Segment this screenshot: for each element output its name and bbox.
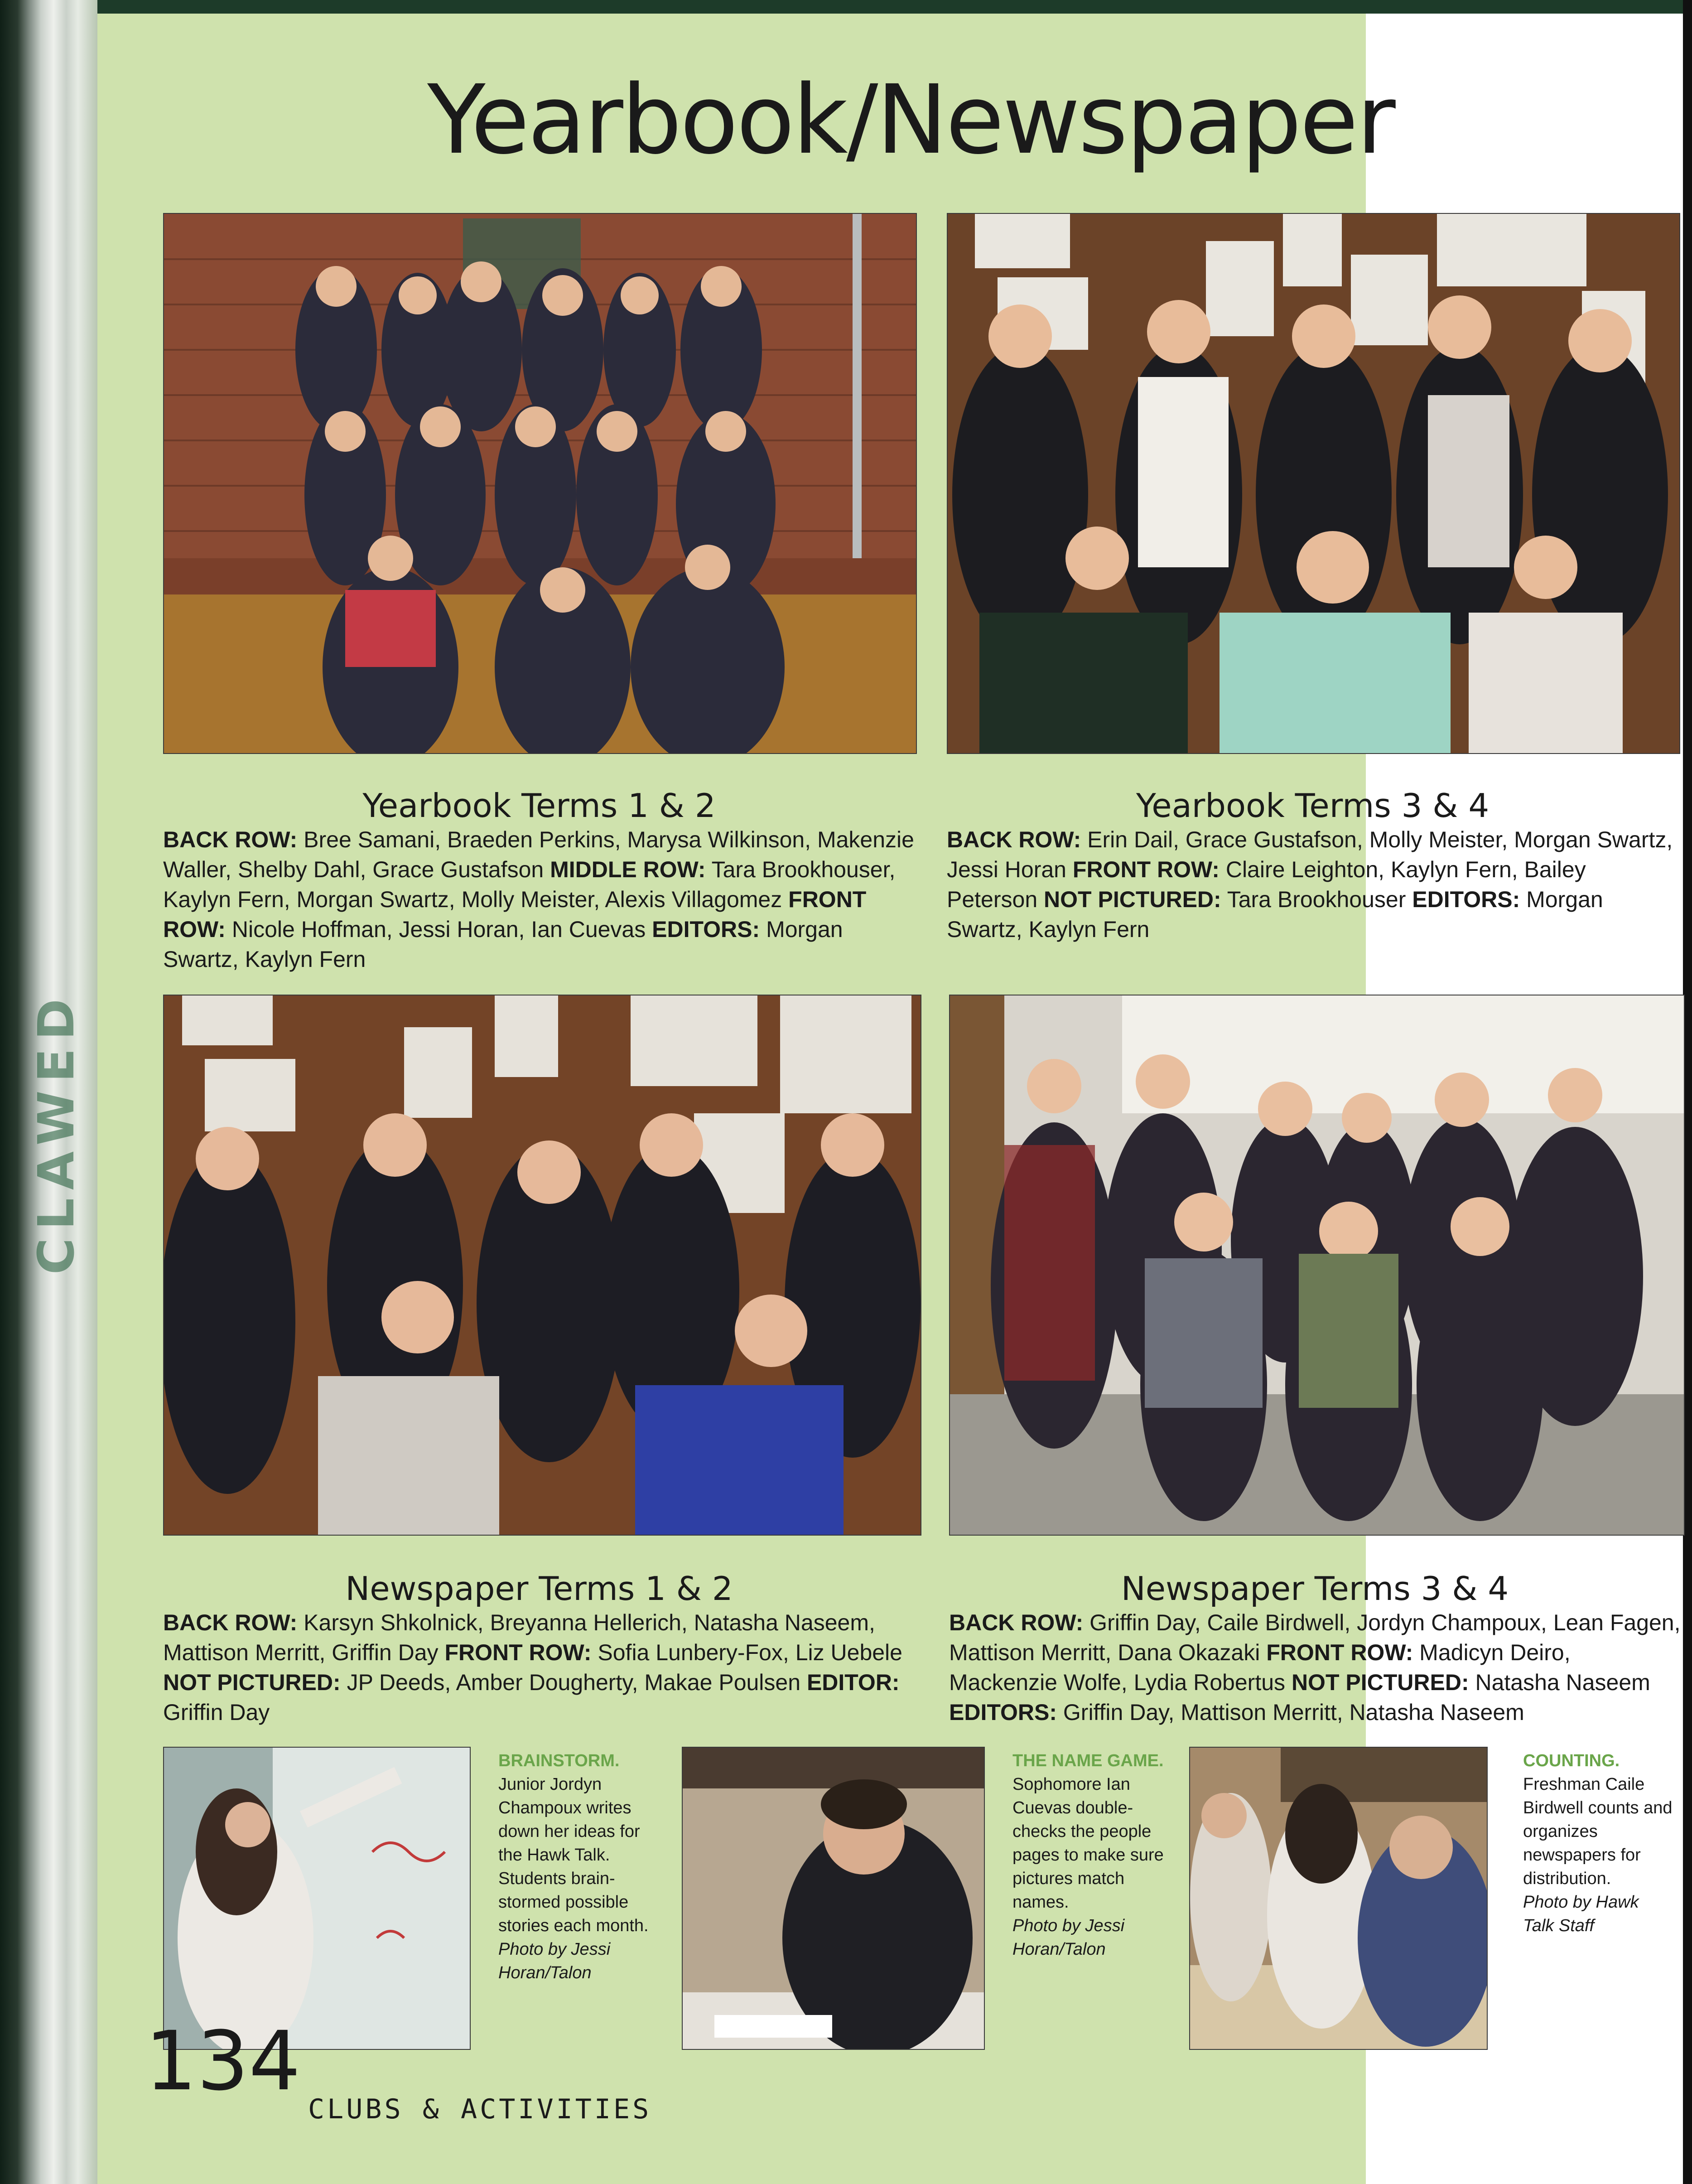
row-names: JP Deeds, Amber Dougherty, Makae Poulsen [347,1670,801,1695]
row-label: NOT PICTURED: [163,1670,341,1695]
editors-names: Griffin Day [163,1700,270,1725]
row-label: BACK ROW: [947,827,1081,852]
photo-newspaper-terms-3-4 [949,995,1685,1536]
caption-title-newspaper-3-4: Newspaper Terms 3 & 4 [1121,1570,1509,1608]
caption-text-newspaper-1-2 [163,1608,915,1727]
caption-lead: THE NAME GAME. [1012,1751,1164,1770]
editors-names: Griffin Day, Mattison Merritt, Natasha Naseem [1063,1700,1524,1725]
candid-caption-counting [1523,1749,1673,1938]
editors-names: Morgan Swartz, Kaylyn Fern [947,887,1603,942]
caption-title-yearbook-1-2: Yearbook Terms 1 & 2 [362,787,716,825]
caption-title-newspaper-1-2: Newspaper Terms 1 & 2 [345,1570,733,1608]
row-label: NOT PICTURED: [1291,1670,1469,1695]
row-label: FRONT ROW: [1072,857,1220,882]
group-photo-image [950,995,1684,1535]
candid-photo-image [164,1748,470,2049]
caption-lead: COUNTING. [1523,1751,1620,1770]
photo-yearbook-terms-3-4 [947,213,1680,754]
caption-body: Freshman Caile Birdwell counts and organizes newspapers for distribution. [1523,1775,1673,1888]
editors-names: Morgan Swartz, Kaylyn Fern [163,917,843,972]
candid-caption-brainstorm [498,1749,652,1985]
page-number: 134 [145,2014,301,2109]
row-label: NOT PICTURED: [1044,887,1221,912]
row-names: Sofia Lunbery-Fox, Liz Uebele [598,1640,902,1665]
photo-credit: Photo by Jessi Horan/Talon [498,1940,611,1982]
row-names: Nicole Hoffman, Jessi Horan, Ian Cuevas [231,917,646,942]
candid-photo-image [1190,1748,1487,2049]
group-photo-image [164,214,916,753]
book-binding [0,0,97,2184]
row-label: BACK ROW: [163,827,298,852]
editors-label: EDITORS: [652,917,760,942]
editors-label: EDITOR: [806,1670,900,1695]
photo-credit: Photo by Hawk Talk Staff [1523,1893,1639,1935]
row-names: Erin Dail, Grace Gustafson, Molly Meister, Morgan Swartz, Jessi Horan [947,827,1673,882]
candid-photo-image [683,1748,984,2049]
row-names: Madicyn Deiro, Mackenzie Wolfe, Lydia Robertus [949,1640,1571,1695]
candid-photo-counting [1189,1747,1488,2050]
caption-text-yearbook-1-2 [163,825,915,974]
photo-yearbook-terms-1-2 [163,213,917,754]
caption-body: Junior Jordyn Champoux writes down her ideas for the Hawk Talk. Students brain-stormed possible stories each month. [498,1775,649,1935]
caption-body: Sophomore Ian Cuevas double-checks the people pages to make sure pictures match names. [1012,1775,1164,1912]
candid-photo-name-game [682,1747,985,2050]
row-names: Bree Samani, Braeden Perkins, Marysa Wilkinson, Makenzie Waller, Shelby Dahl, Grace Gustafson [163,827,914,882]
photo-newspaper-terms-1-2 [163,995,921,1536]
group-photo-image [164,995,921,1535]
section-name: CLUBS & ACTIVITIES [308,2093,652,2125]
caption-title-yearbook-3-4: Yearbook Terms 3 & 4 [1136,787,1490,825]
editors-label: EDITORS: [1412,887,1520,912]
candid-caption-name-game [1012,1749,1167,1961]
page-top-edge [97,0,1683,14]
caption-text-yearbook-3-4 [947,825,1678,944]
row-label: BACK ROW: [949,1610,1084,1635]
row-label: BACK ROW: [163,1610,298,1635]
group-photo-image [948,214,1679,753]
row-label: MIDDLE ROW: [550,857,706,882]
row-names: Griffin Day, Caile Birdwell, Jordyn Champoux, Lean Fagen, Mattison Merritt, Dana Okazaki [949,1610,1681,1665]
page-title: Yearbook/Newspaper [427,64,1394,175]
row-label: FRONT ROW: [163,887,867,942]
row-names: Karsyn Shkolnick, Breyanna Hellerich, Natasha Naseem, Mattison Merritt, Griffin Day [163,1610,875,1665]
row-names: Tara Brookhouser, Kaylyn Fern, Morgan Swartz, Molly Meister, Alexis Villagomez [163,857,896,912]
caption-text-newspaper-3-4 [949,1608,1681,1727]
editors-label: EDITORS: [949,1700,1057,1725]
caption-lead: BRAINSTORM. [498,1751,620,1770]
row-names: Natasha Naseem [1475,1670,1650,1695]
row-label: FRONT ROW: [444,1640,592,1665]
spine-text: CLAWED [27,991,85,1275]
candid-photo-brainstorm [163,1747,471,2050]
row-names: Tara Brookhouser [1227,887,1406,912]
photo-credit: Photo by Jessi Horan/Talon [1012,1916,1125,1959]
row-names: Claire Leighton, Kaylyn Fern, Bailey Peterson [947,857,1586,912]
row-label: FRONT ROW: [1266,1640,1413,1665]
